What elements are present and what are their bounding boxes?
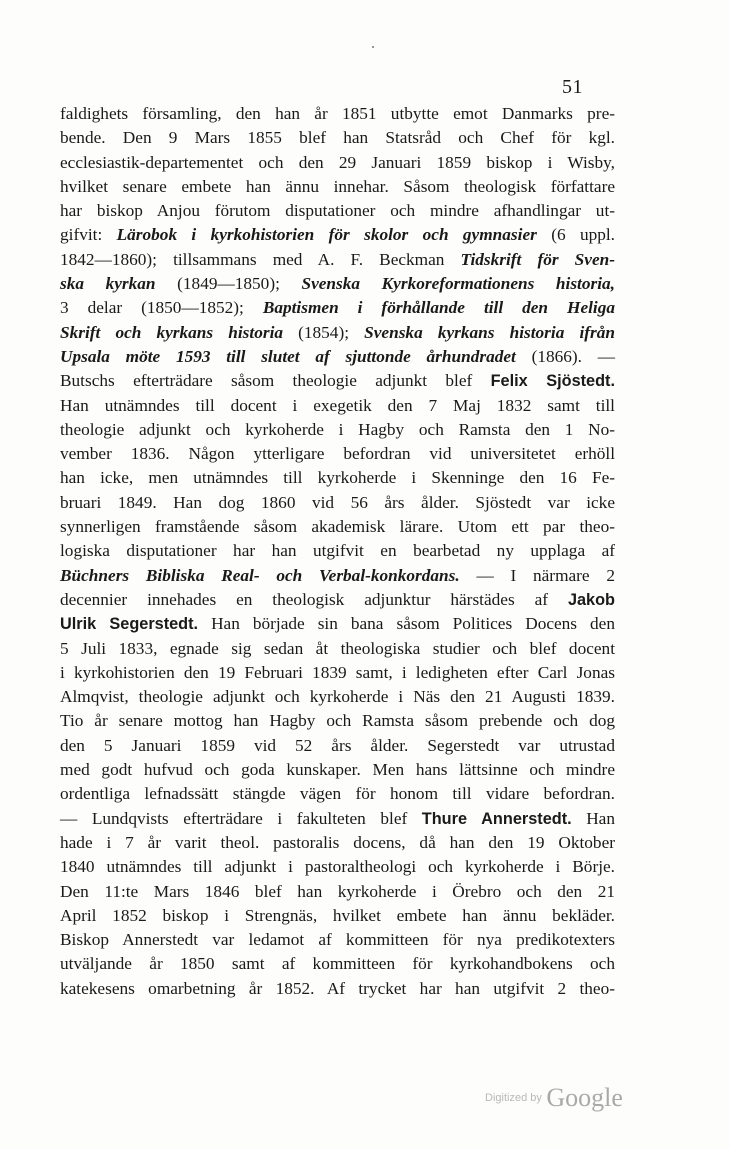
text-segment: synnerligen framstående såsom akademisk lärare. Utom ett par theo- bbox=[60, 517, 615, 537]
italic-title: Büchners Bibliska Real- och Verbal-konkordans. bbox=[60, 565, 460, 585]
text-segment: Biskop Annerstedt var ledamot af kommitteen för nya predikotexters bbox=[60, 930, 615, 950]
text-line bbox=[60, 272, 615, 296]
text-segment: Han bbox=[571, 808, 615, 828]
text-segment: — Lundqvists efterträdare i fakulteten blef bbox=[60, 808, 422, 828]
bold-name: Ulrik Segerstedt. bbox=[60, 615, 199, 634]
bold-name: Jakob bbox=[567, 590, 615, 609]
text-line bbox=[60, 952, 615, 976]
italic-title: Baptismen i förhållande till den Heliga bbox=[262, 298, 616, 318]
page-number: 51 bbox=[562, 76, 583, 98]
text-line bbox=[60, 782, 615, 806]
text-segment: ordentliga lefnadssätt stängde vägen för honom till vidare befordran. bbox=[60, 784, 615, 804]
text-segment: utväljande år 1850 samt af kommitteen för kyrkohandbokens och bbox=[60, 954, 615, 974]
watermark-brand: Google bbox=[546, 1083, 623, 1112]
text-segment: har biskop Anjou förutom disputationer och mindre afhandlingar ut- bbox=[60, 201, 615, 221]
text-line bbox=[60, 515, 615, 539]
text-line bbox=[60, 321, 615, 345]
text-line bbox=[60, 977, 615, 1001]
body-text bbox=[60, 102, 615, 1001]
text-segment: April 1852 biskop i Strengnäs, hvilket embete han ännu bekläder. bbox=[60, 905, 615, 925]
italic-title: Svenska Kyrkoreformationens historia, bbox=[301, 274, 615, 294]
italic-title: Svenska kyrkans historia ifrån bbox=[364, 322, 615, 342]
text-line bbox=[60, 248, 615, 272]
italic-title: Upsala möte 1593 till slutet af sjuttonde århundradet bbox=[60, 346, 516, 366]
text-line bbox=[60, 855, 615, 879]
text-line bbox=[60, 539, 615, 563]
text-segment: 5 Juli 1833, egnade sig sedan åt theologiska studier och blef docent bbox=[60, 638, 615, 658]
print-speck bbox=[372, 46, 374, 48]
text-line bbox=[60, 831, 615, 855]
text-line bbox=[60, 685, 615, 709]
text-segment: Han utnämndes till docent i exegetik den 7 Maj 1832 samt till bbox=[60, 395, 615, 415]
text-line bbox=[60, 904, 615, 928]
text-segment: bruari 1849. Han dog 1860 vid 56 års ålder. Sjöstedt var icke bbox=[60, 492, 615, 512]
text-segment: Almqvist, theologie adjunkt och kyrkoherde i Näs den 21 Augusti 1839. bbox=[60, 687, 615, 707]
watermark-prefix: Digitized by bbox=[485, 1092, 542, 1104]
text-segment: 3 delar (1850—1852); bbox=[60, 298, 263, 318]
text-segment: den 5 Januari 1859 vid 52 års ålder. Segerstedt var utrustad bbox=[60, 735, 615, 755]
text-segment: bende. Den 9 Mars 1855 blef han Statsråd och Chef för kgl. bbox=[60, 128, 615, 148]
text-segment: Den 11:te Mars 1846 blef han kyrkoherde i Örebro och den 21 bbox=[60, 881, 615, 901]
italic-title: Lärobok i kyrkohistorien för skolor och gymnasier bbox=[116, 225, 537, 245]
text-line bbox=[60, 175, 615, 199]
text-line bbox=[60, 223, 615, 247]
text-segment: (1854); bbox=[283, 322, 365, 342]
text-line bbox=[60, 807, 615, 831]
text-line bbox=[60, 369, 615, 393]
text-line bbox=[60, 637, 615, 661]
italic-title: Tidskrift för Sven- bbox=[460, 249, 616, 269]
text-segment: (6 uppl. bbox=[536, 225, 615, 245]
text-segment: ecclesiastik-departementet och den 29 Januari 1859 biskop i Wisby, bbox=[60, 152, 615, 172]
text-segment: (1866). — bbox=[515, 346, 615, 366]
text-segment: (1849—1850); bbox=[155, 274, 302, 294]
text-line bbox=[60, 466, 615, 490]
text-line bbox=[60, 588, 615, 612]
text-line bbox=[60, 296, 615, 320]
text-line bbox=[60, 418, 615, 442]
text-line bbox=[60, 102, 615, 126]
text-line bbox=[60, 734, 615, 758]
text-line bbox=[60, 126, 615, 150]
text-segment: faldighets församling, den han år 1851 utbytte emot Danmarks pre- bbox=[60, 104, 615, 123]
text-line bbox=[60, 491, 615, 515]
text-line bbox=[60, 394, 615, 418]
text-segment: katekesens omarbetning år 1852. Af trycket har han utgifvit 2 theo- bbox=[60, 978, 615, 998]
text-line bbox=[60, 442, 615, 466]
text-line bbox=[60, 928, 615, 952]
text-segment: i kyrkohistorien den 19 Februari 1839 samt, i ledigheten efter Carl Jonas bbox=[60, 662, 615, 682]
text-segment: gifvit: bbox=[60, 225, 117, 245]
text-segment: — I närmare 2 bbox=[459, 565, 615, 585]
text-line bbox=[60, 564, 615, 588]
text-segment: logiska disputationer har han utgifvit en bearbetad ny upplaga af bbox=[60, 541, 615, 561]
bold-name: Felix Sjöstedt. bbox=[490, 372, 615, 391]
text-line bbox=[60, 612, 615, 636]
text-line bbox=[60, 345, 615, 369]
text-segment: Tio år senare mottog han Hagby och Ramsta såsom prebende och dog bbox=[60, 711, 615, 731]
text-line bbox=[60, 151, 615, 175]
text-line bbox=[60, 880, 615, 904]
text-line bbox=[60, 709, 615, 733]
text-segment: han icke, men utnämndes till kyrkoherde i Skenninge den 16 Fe- bbox=[60, 468, 615, 488]
italic-title: Skrift och kyrkans historia bbox=[60, 322, 284, 342]
text-segment: decennier innehades en theologisk adjunktur härstädes af bbox=[60, 589, 568, 609]
digitized-by-google-watermark bbox=[485, 1083, 623, 1113]
text-line bbox=[60, 661, 615, 685]
text-segment: med godt hufvud och goda kunskaper. Men hans lättsinne och mindre bbox=[60, 760, 615, 780]
text-segment: Butschs efterträdare såsom theologie adjunkt blef bbox=[60, 371, 491, 391]
text-segment: hade i 7 år varit theol. pastoralis docens, då han den 19 Oktober bbox=[60, 832, 615, 852]
bold-name: Thure Annerstedt. bbox=[421, 809, 572, 828]
text-line bbox=[60, 199, 615, 223]
text-segment: Han började sin bana såsom Politices Docens den bbox=[198, 614, 615, 634]
text-line bbox=[60, 758, 615, 782]
text-segment: hvilket senare embete han ännu innehar. Såsom theologisk författare bbox=[60, 176, 615, 196]
text-segment: theologie adjunkt och kyrkoherde i Hagby och Ramsta den 1 No- bbox=[60, 419, 615, 439]
text-segment: vember 1836. Någon ytterligare befordran vid universitetet erhöll bbox=[60, 444, 615, 464]
text-segment: 1842—1860); tillsammans med A. F. Beckman bbox=[60, 249, 461, 269]
text-segment: 1840 utnämndes till adjunkt i pastoraltheologi och kyrkoherde i Börje. bbox=[60, 857, 615, 877]
italic-title: ska kyrkan bbox=[60, 274, 156, 294]
